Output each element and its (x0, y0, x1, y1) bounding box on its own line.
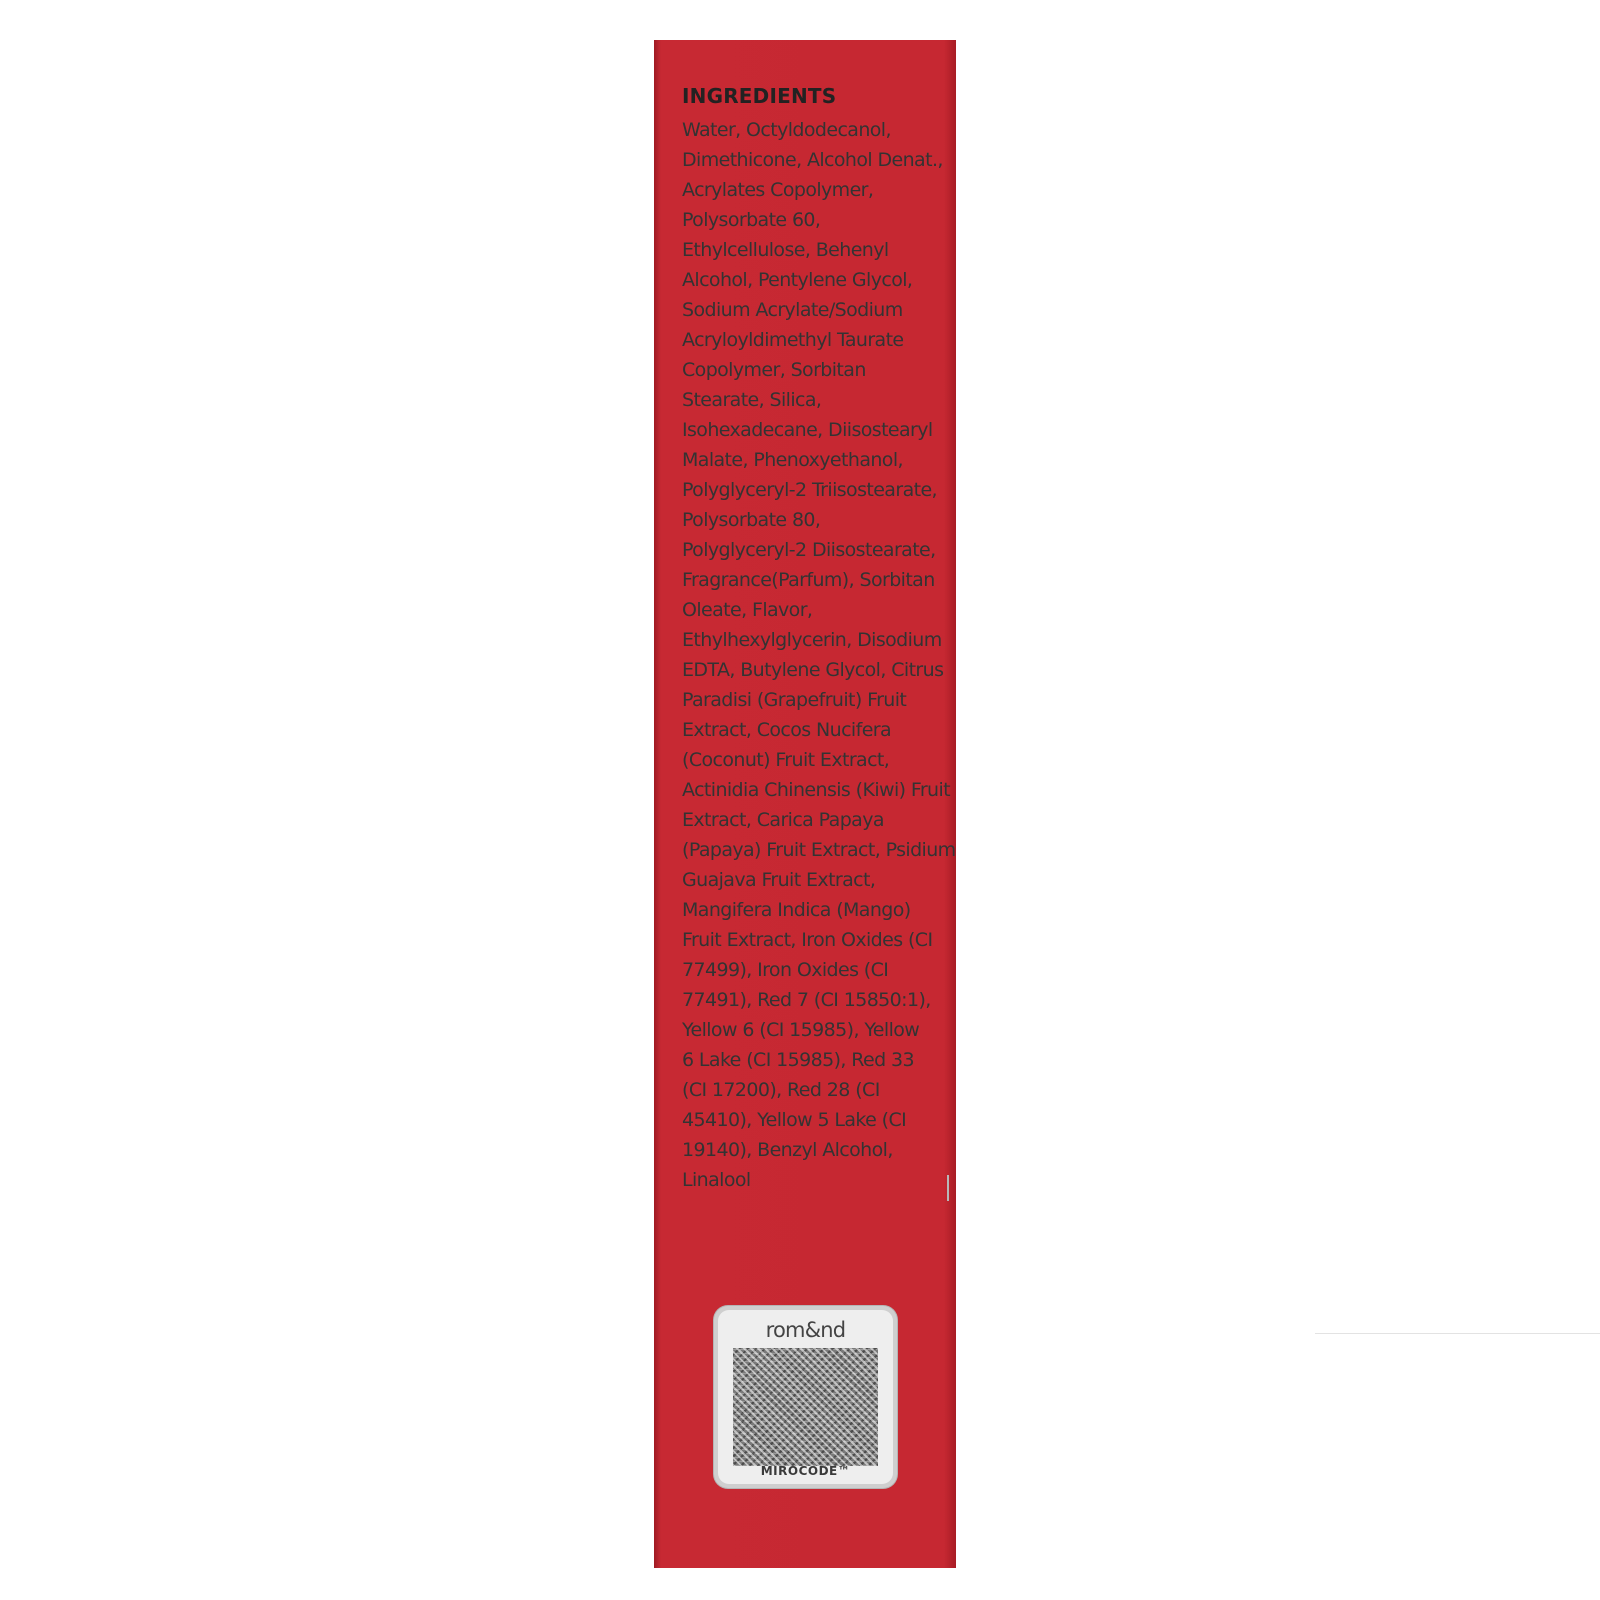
ingredient-line: (Coconut) Fruit Extract, (682, 749, 890, 771)
ingredient-line: Linalool (682, 1169, 751, 1191)
ingredient-line: Ethylhexylglycerin, Disodium (682, 629, 942, 651)
ingredient-line: Acrylates Copolymer, (682, 179, 874, 201)
ingredient-line: Fruit Extract, Iron Oxides (CI (682, 929, 933, 951)
ingredient-line: Actinidia Chinensis (Kiwi) Fruit (682, 779, 951, 801)
ingredient-line: Ethylcellulose, Behenyl (682, 239, 889, 261)
ingredient-line: (CI 17200), Red 28 (CI (682, 1079, 880, 1101)
ingredient-line: Polyglyceryl-2 Triisostearate, (682, 479, 937, 501)
ingredient-line: Extract, Carica Papaya (682, 809, 884, 831)
ingredient-line: Polysorbate 80, (682, 509, 821, 531)
ingredient-line: Mangifera Indica (Mango) (682, 899, 911, 921)
ingredient-line: Polyglyceryl-2 Diisostearate, (682, 539, 936, 561)
mirocode-label: MIROCODE™ (760, 1464, 851, 1478)
ingredient-line: Guajava Fruit Extract, (682, 869, 876, 891)
ingredient-line: Oleate, Flavor, (682, 599, 813, 621)
ingredients-panel (1315, 80, 1600, 1334)
ingredient-line: Malate, Phenoxyethanol, (682, 449, 903, 471)
ingredient-line: Extract, Cocos Nucifera (682, 719, 892, 741)
ingredient-line: Dimethicone, Alcohol Denat., (682, 149, 943, 171)
mirocode-pattern (733, 1348, 878, 1466)
ingredients-list (682, 115, 956, 1195)
mirocode-inner (718, 1310, 893, 1484)
ingredient-line: Paradisi (Grapefruit) Fruit (682, 689, 907, 711)
ingredient-line: Fragrance(Parfum), Sorbitan (682, 569, 935, 591)
ingredient-line: Water, Octyldodecanol, (682, 119, 891, 141)
ingredients-heading: INGREDIENTS (682, 84, 837, 108)
ingredient-line: 19140), Benzyl Alcohol, (682, 1139, 893, 1161)
ingredient-line: Sodium Acrylate/Sodium (682, 299, 903, 321)
ingredient-line: Acryloyldimethyl Taurate (682, 329, 904, 351)
panel-crease (947, 1175, 949, 1201)
ingredient-line: Alcohol, Pentylene Glycol, (682, 269, 913, 291)
ingredient-line: Yellow 6 (CI 15985), Yellow (682, 1019, 920, 1041)
ingredient-line: 77499), Iron Oxides (CI (682, 959, 889, 981)
ingredient-line: 77491), Red 7 (CI 15850:1), (682, 989, 931, 1011)
ingredient-line: (Papaya) Fruit Extract, Psidium (682, 839, 956, 861)
ingredient-line: 45410), Yellow 5 Lake (CI (682, 1109, 907, 1131)
mirocode-security-label (714, 1306, 897, 1488)
ingredient-line: Isohexadecane, Diisostearyl (682, 419, 933, 441)
brand-logo-text: rom&nd (765, 1318, 846, 1342)
ingredient-line: EDTA, Butylene Glycol, Citrus (682, 659, 944, 681)
ingredient-line: 6 Lake (CI 15985), Red 33 (682, 1049, 914, 1071)
ingredient-line: Polysorbate 60, (682, 209, 821, 231)
ingredient-line: Stearate, Silica, (682, 389, 822, 411)
ingredient-line: Copolymer, Sorbitan (682, 359, 866, 381)
